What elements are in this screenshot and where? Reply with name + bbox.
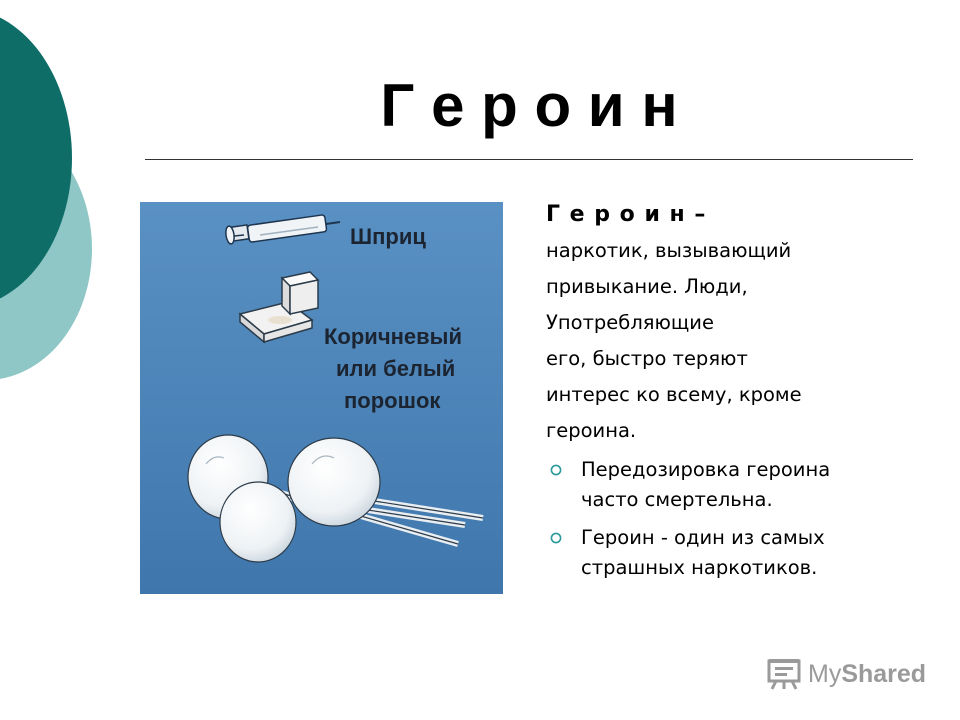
definition-line: его, быстро теряют bbox=[546, 347, 748, 370]
watermark-text-prefix: My bbox=[808, 660, 842, 688]
definition-line: интерес ко всему, кроме bbox=[546, 383, 802, 406]
title-divider bbox=[145, 159, 913, 160]
hollow-circle-bullet-icon bbox=[550, 532, 562, 544]
heroin-illustration bbox=[140, 202, 503, 594]
bullet-line: Героин - один из самых bbox=[581, 526, 825, 549]
watermark-text bbox=[808, 660, 926, 689]
label-syringe: Шприц bbox=[350, 224, 426, 249]
definition-line: героина. bbox=[546, 419, 637, 442]
term-heading: Г е р о и н – bbox=[546, 202, 707, 227]
watermark-text-suffix: Shared bbox=[841, 660, 927, 688]
bullet-line: часто смертельна. bbox=[581, 488, 773, 511]
bullet-line: страшных наркотиков. bbox=[581, 556, 818, 579]
definition-line: Употребляющие bbox=[546, 311, 714, 334]
label-powder: порошок bbox=[344, 388, 441, 413]
slide-title: Г е р о и н bbox=[380, 72, 678, 139]
hollow-circle-bullet-icon bbox=[550, 464, 562, 476]
bullet-line: Передозировка героина bbox=[581, 458, 831, 481]
bullet-item bbox=[546, 523, 916, 583]
definition-line: наркотик, вызывающий bbox=[546, 239, 792, 262]
label-brown: Коричневый bbox=[324, 324, 462, 349]
presentation-board-icon bbox=[766, 657, 802, 691]
myshared-watermark[interactable] bbox=[766, 657, 926, 691]
definition-line: привыкание. Люди, bbox=[546, 275, 748, 298]
bullet-list bbox=[546, 455, 916, 583]
bullet-item bbox=[546, 455, 916, 515]
illustration-background bbox=[140, 202, 503, 594]
content-text bbox=[546, 197, 916, 591]
label-or-white: или белый bbox=[336, 356, 456, 381]
